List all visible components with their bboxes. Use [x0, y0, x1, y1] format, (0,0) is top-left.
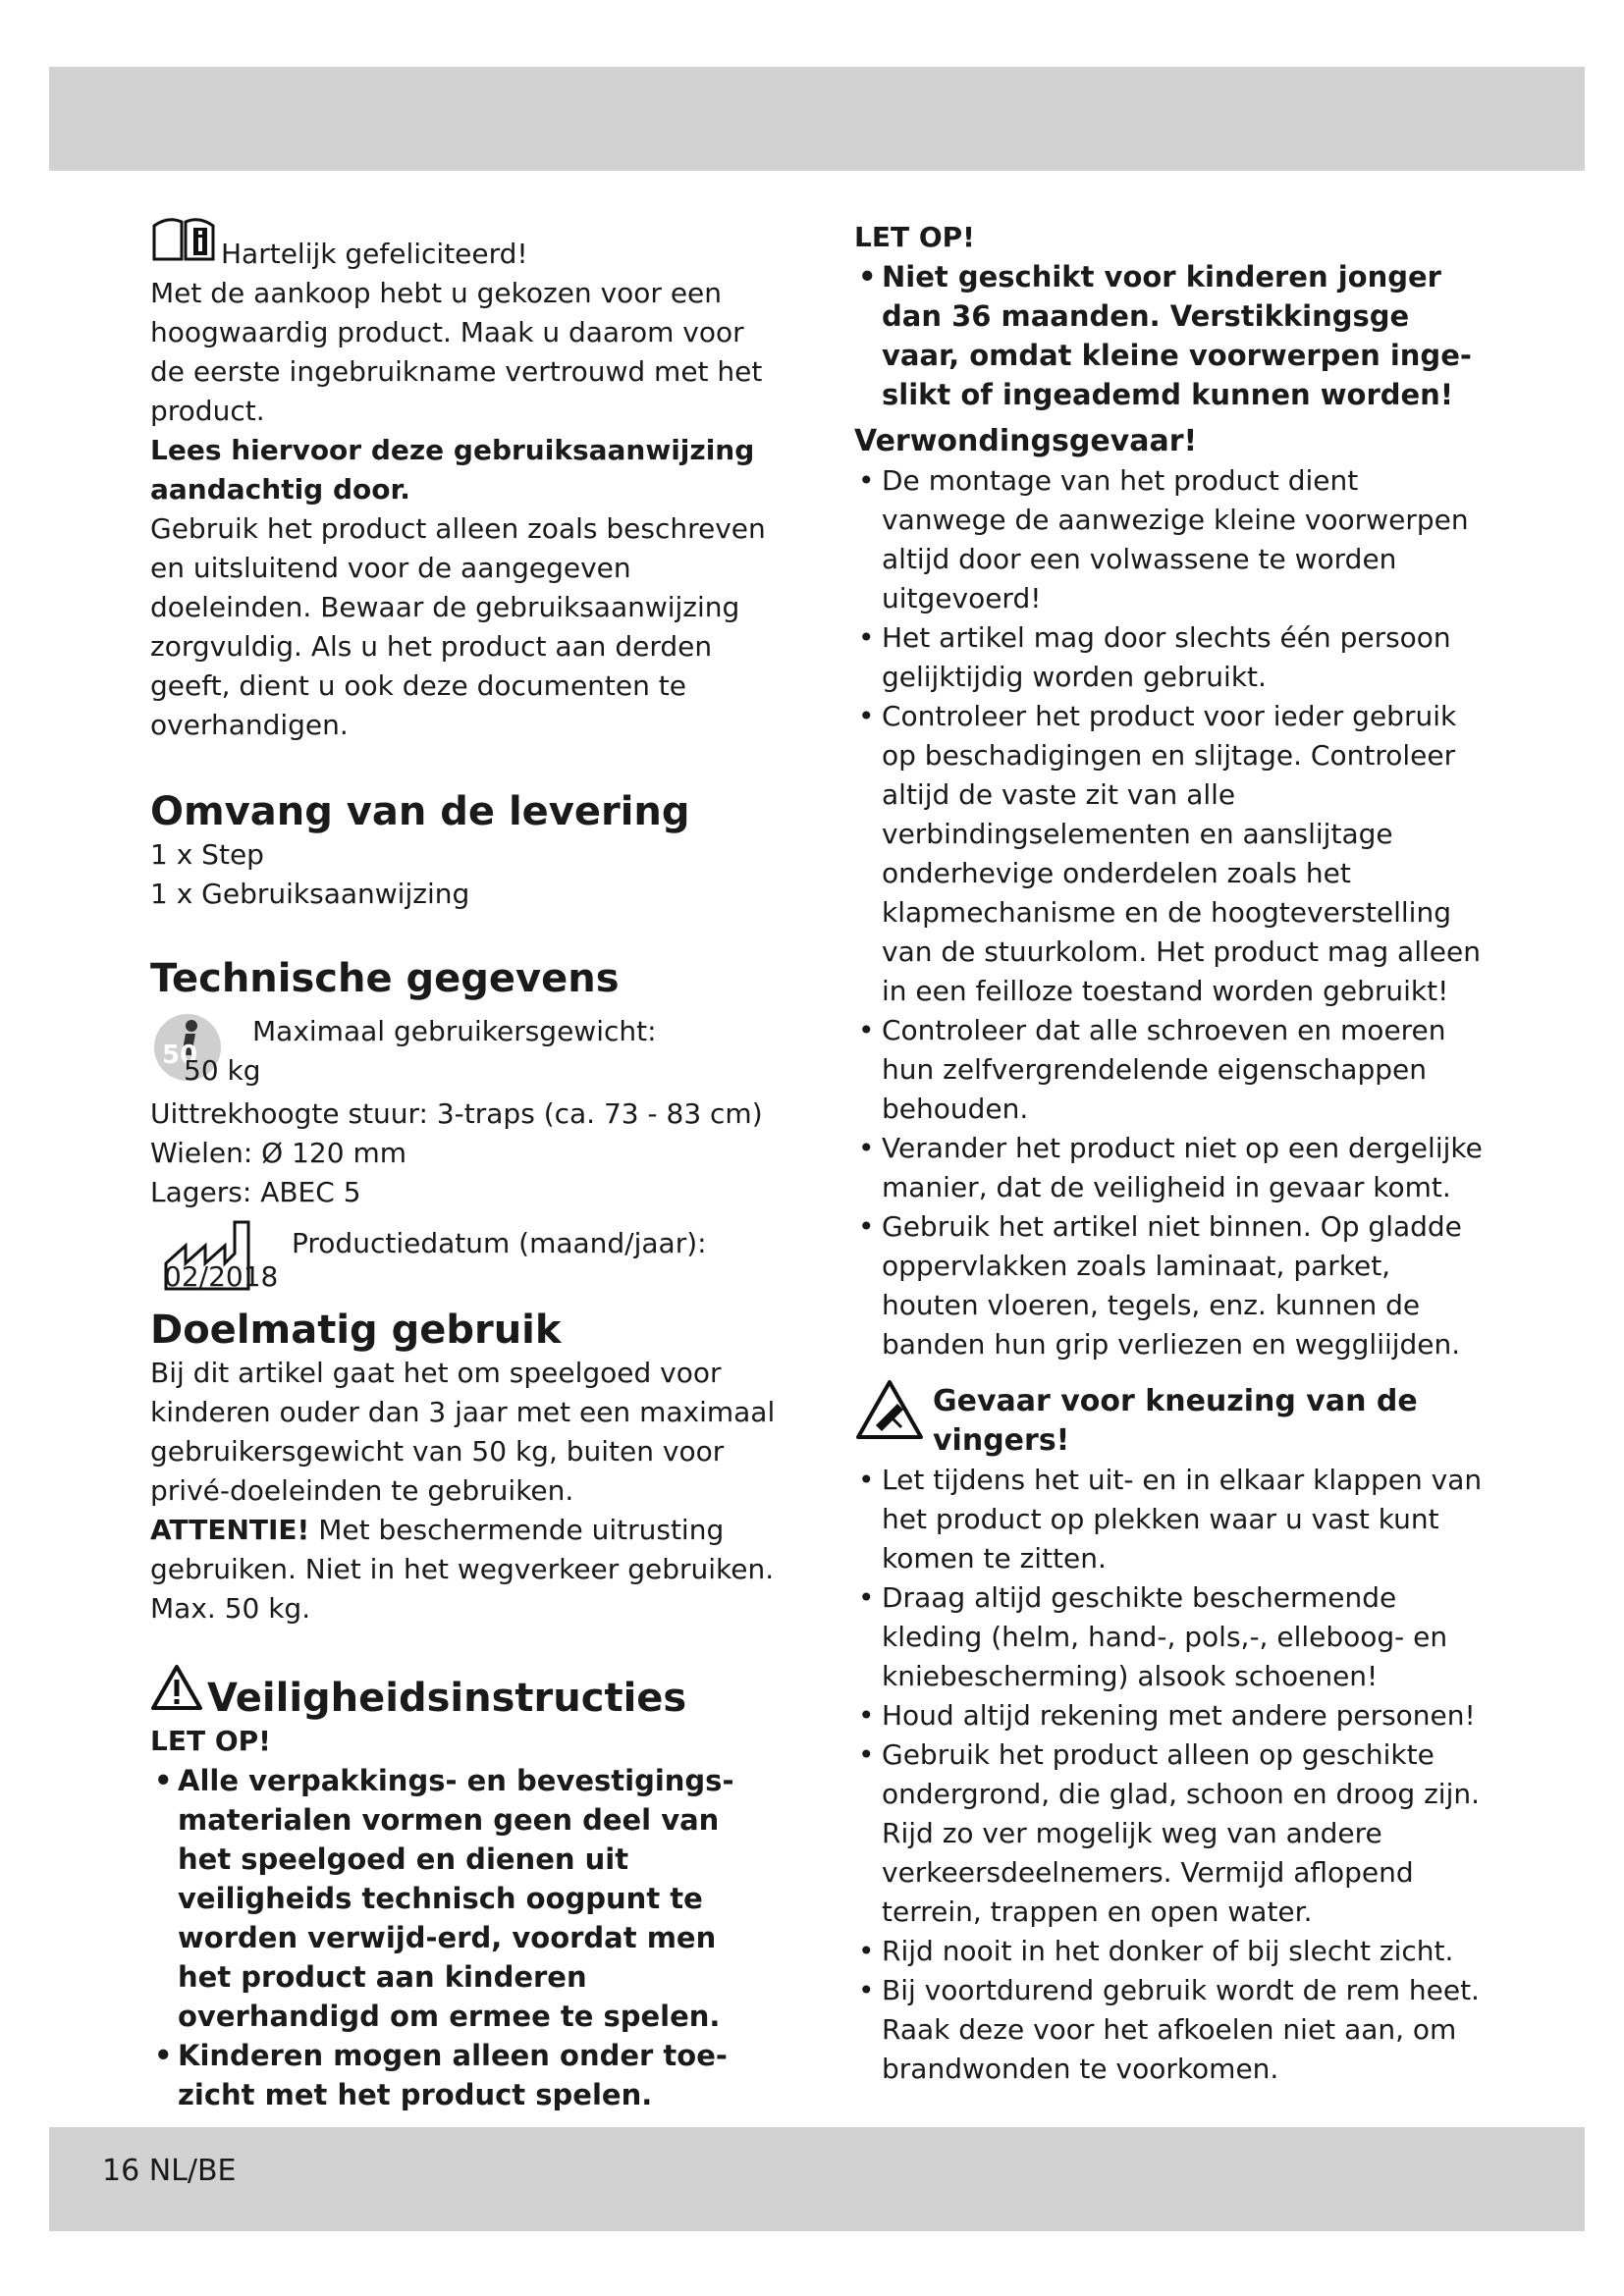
pinch-warning-icon	[854, 1378, 925, 1454]
injury-list	[854, 461, 1483, 1364]
list-item: • Verander het product niet op een dergelijke manier, dat de veiligheid in gevaar komt.	[854, 1129, 1483, 1207]
tech-title: Technische gegevens	[150, 956, 620, 1001]
scope-item: 1 x Step	[150, 838, 264, 871]
list-item: • Bij voortdurend gebruik wordt de rem heet. Raak deze voor het afkoelen niet aan, om brandwonden te voorkomen.	[854, 1971, 1483, 2089]
manual-info-icon	[150, 218, 217, 274]
list-item: • Draag altijd geschikte beschermende kleding (helm, hand-, pols,-, elleboog- en kniebescherming) alsook schoenen!	[854, 1578, 1483, 1696]
right-column	[854, 218, 1483, 2089]
attention-text: Met beschermende uitrusting gebruiken. Niet in het wegverkeer gebruiken. Max. 50 kg.	[150, 1514, 775, 1625]
list-item: • De montage van het product dient vanwege de aanwezige kleine voorwerpen altijd door een volwassene te worden uitgevoerd!	[854, 461, 1483, 618]
left-column	[150, 218, 779, 2114]
use-title: Doelmatig gebruik	[150, 1308, 562, 1353]
age-warning	[854, 257, 1483, 414]
right-letop: LET OP!	[854, 221, 975, 253]
intro-heading	[150, 218, 779, 274]
list-item: • Gebruik het product alleen op geschikte ondergrond, die glad, schoon en droog zijn. Rijd zo ver mogelijk weg van andere verkeersdeelnemers. Vermijd aflopend terrein, trappen en open water.	[854, 1735, 1483, 1932]
list-item: • Gebruik het artikel niet binnen. Op gladde oppervlakken zoals laminaat, parket, houten vloeren, tegels, enz. kunnen de banden hun grip verliezen en weggliijden.	[854, 1207, 1483, 1364]
scope-title: Omvang van de levering	[150, 789, 690, 834]
max-weight-value: 50 kg	[184, 1054, 261, 1087]
intro-bold: Lees hiervoor deze gebruiksaanwijzing aandachtig door.	[150, 434, 755, 506]
list-item: • Het artikel mag door slechts één persoon gelijktijdig worden gebruikt.	[854, 618, 1483, 697]
max-weight-icon-label: 50	[162, 1041, 198, 1070]
production-date-value: 02/2018	[164, 1260, 279, 1293]
safety-title: Veiligheidsinstructies	[207, 1676, 687, 1721]
page-number: 16 NL/BE	[102, 2154, 237, 2188]
bearings: Lagers: ABEC 5	[150, 1176, 361, 1208]
pinch-heading	[854, 1378, 1483, 1461]
intro-paragraph-2: Gebruik het product alleen zoals beschreven en uitsluitend voor de aangegeven doeleinden. Bewaar de gebruiksaanwijzing zorgvuldig. Als u het product aan derden geeft, dient u ook deze documenten te overhandigen.	[150, 512, 766, 741]
header-bar	[49, 67, 1585, 171]
use-paragraph: Bij dit artikel gaat het om speelgoed voor kinderen ouder dan 3 jaar met een maximaal gebruikersgewicht van 50 kg, buiten voor privé-doeleinden te gebruiken.	[150, 1357, 776, 1507]
max-weight-row	[150, 1008, 779, 1095]
pinch-title: Gevaar voor kneuzing van de vingers!	[933, 1384, 1418, 1458]
list-item: • Let tijdens het uit- en in elkaar klappen van het product op plekken waar u vast kunt komen te zitten.	[854, 1461, 1483, 1578]
production-date-row	[150, 1214, 779, 1295]
footer-bar	[49, 2127, 1585, 2231]
warning-triangle-icon	[150, 1664, 203, 1722]
safety-bullets	[150, 1761, 779, 2114]
safety-letop: LET OP!	[150, 1725, 271, 1757]
attention-label: ATTENTIE!	[150, 1514, 310, 1546]
list-item: • Kinderen mogen alleen onder toe-zicht met het product spelen.	[150, 2036, 779, 2114]
list-item: • Niet geschikt voor kinderen jonger dan 36 maanden. Verstikkingsge vaar, omdat kleine voorwerpen inge-slikt of ingeademd kunnen worden!	[854, 257, 1483, 414]
injury-title: Verwondingsgevaar!	[854, 424, 1198, 458]
max-weight-label: Maximaal gebruikersgewicht:	[252, 1015, 657, 1047]
list-item: • Controleer het product voor ieder gebruik op beschadigingen en slijtage. Controleer altijd de vaste zit van alle verbindingselementen en aanslijtage onderhevige onderdelen zoals het klapmechanisme en de hoogteverstelling van de stuurkolom. Het product mag alleen in een feilloze toestand worden gebruikt!	[854, 697, 1483, 1011]
production-date-label: Productiedatum (maand/jaar):	[292, 1227, 707, 1259]
pinch-list	[854, 1461, 1483, 2089]
scope-item: 1 x Gebruiksaanwijzing	[150, 878, 470, 910]
list-item: • Houd altijd rekening met andere personen!	[854, 1696, 1483, 1735]
handlebar-height: Uittrekhoogte stuur: 3-traps (ca. 73 - 83 cm)	[150, 1097, 763, 1130]
intro-paragraph: Met de aankoop hebt u gekozen voor een hoogwaardig product. Maak u daarom voor de eerste ingebruikname vertrouwd met het product.	[150, 277, 763, 427]
wheels: Wielen: Ø 120 mm	[150, 1137, 406, 1169]
list-item: • Alle verpakkings- en bevestigings-materialen vormen geen deel van het speelgoed en dienen uit veiligheids technisch oogpunt te worden verwijd-erd, voordat men het product aan kinderen overhandigd om ermee te spelen.	[150, 1761, 779, 2036]
safety-heading	[150, 1664, 779, 1722]
list-item: • Rijd nooit in het donker of bij slecht zicht.	[854, 1932, 1483, 1971]
list-item: • Controleer dat alle schroeven en moeren hun zelfvergrendelende eigenschappen behouden.	[854, 1011, 1483, 1129]
use-attention	[150, 1511, 779, 1629]
congrats-text: Hartelijk gefeliciteerd!	[221, 238, 528, 270]
